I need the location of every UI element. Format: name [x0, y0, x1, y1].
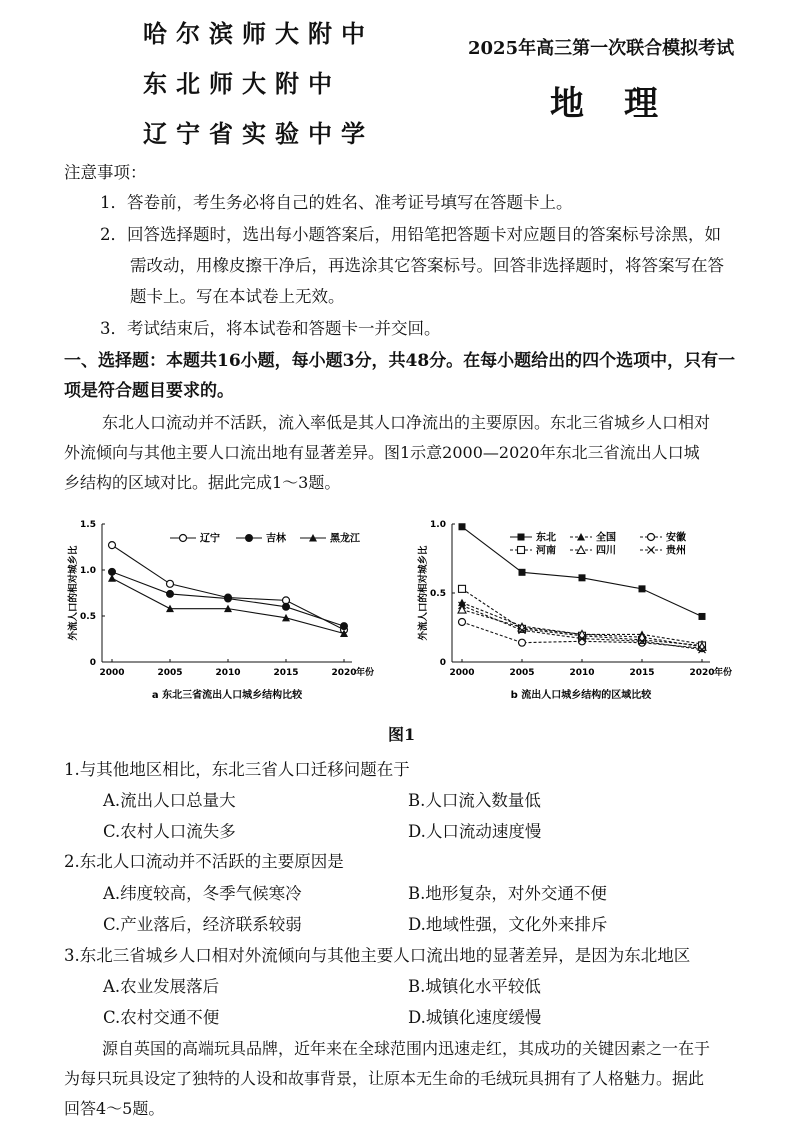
x-axis-unit: 年份 — [714, 668, 733, 678]
x-tick-label: 2000 — [449, 668, 475, 678]
legend-marker — [518, 547, 525, 554]
y-tick-label: 1.0 — [430, 520, 446, 530]
question-1-option-c: C.农村人口流失多 — [103, 822, 236, 841]
legend-item — [570, 545, 616, 557]
x-tick-label: 2010 — [569, 668, 595, 678]
chart-a — [40, 510, 400, 710]
question-3-option-d: D.城镇化速度缓慢 — [408, 1008, 542, 1027]
question-1-option-b: B.人口流入数量低 — [408, 791, 541, 810]
legend-label: 吉林 — [266, 533, 286, 545]
series-吉林 — [109, 568, 348, 629]
data-point — [639, 585, 646, 592]
legend-item — [640, 544, 686, 557]
data-point — [459, 618, 466, 625]
legend-label: 辽宁 — [200, 533, 220, 545]
y-tick-label: 1.5 — [80, 520, 96, 530]
chart-b — [400, 510, 770, 710]
y-tick-label: 0.5 — [80, 612, 96, 622]
question-2-option-d: D.地域性强，文化外来排斥 — [408, 915, 608, 934]
data-point — [519, 639, 526, 646]
x-tick-label: 2000 — [99, 668, 125, 678]
legend-label: 四川 — [596, 545, 616, 557]
chart-caption: a 东北三省流出人口城乡结构比较 — [151, 690, 303, 701]
series-辽宁 — [109, 542, 348, 634]
notice-item-2-cont2: 题卡上。写在本试卷上无效。 — [130, 287, 345, 306]
data-point — [459, 585, 466, 592]
question-1-option-d: D.人口流动速度慢 — [408, 822, 542, 841]
data-point — [167, 580, 174, 587]
legend-marker — [577, 533, 585, 541]
legend-item — [170, 532, 220, 545]
legend-marker — [648, 534, 655, 541]
y-tick-label: 0 — [89, 658, 96, 668]
question-2-option-c: C.产业落后，经济联系较弱 — [103, 915, 302, 934]
legend-item — [510, 531, 556, 544]
data-point — [283, 603, 290, 610]
notice-item-1: 1．答卷前，考生务必将自己的姓名、准考证号填写在答题卡上。 — [100, 193, 573, 212]
data-point — [108, 574, 116, 582]
section-heading-line1: 一、选择题：本题共16小题，每小题3分，共48分。在每小题给出的四个选项中，只有一 — [64, 351, 736, 371]
legend-item — [300, 532, 361, 545]
data-point — [519, 569, 526, 576]
passage-2-line3: 回答4～5题。 — [64, 1099, 165, 1118]
y-tick-label: 0.5 — [430, 589, 446, 599]
legend-item — [640, 531, 686, 544]
series-贵州 — [459, 602, 706, 653]
data-point — [341, 623, 348, 630]
question-2-stem: 2.东北人口流动并不活跃的主要原因是 — [64, 852, 344, 871]
question-2-option-b: B.地形复杂，对外交通不便 — [408, 884, 607, 903]
notice-item-3: 3．考试结束后，将本试卷和答题卡一并交回。 — [100, 319, 441, 338]
x-axis-unit: 年份 — [356, 668, 375, 678]
notice-item-2: 2．回答选择题时，选出每小题答案后，用铅笔把答题卡对应题目的答案标号涂黑，如 — [100, 225, 721, 244]
x-tick-label: 2005 — [157, 668, 183, 678]
question-1-option-a: A.流出人口总量大 — [103, 791, 236, 810]
x-tick-label: 2005 — [509, 668, 535, 678]
passage-2-line2: 为每只玩具设定了独特的人设和故事背景，让原本无生命的毛绒玩具拥有了人格魅力。据此 — [64, 1069, 705, 1088]
data-point — [167, 590, 174, 597]
notice-title: 注意事项： — [64, 163, 147, 182]
y-tick-label: 1.0 — [80, 566, 96, 576]
y-axis-label: 外流人口的相对城乡比 — [68, 545, 79, 641]
legend-label: 东北 — [536, 532, 556, 544]
chart-caption: b 流出人口城乡结构的区域比较 — [510, 690, 652, 701]
section-heading — [64, 346, 754, 406]
legend-item — [510, 544, 556, 557]
data-point — [579, 574, 586, 581]
passage-1-line3: 乡结构的区域对比。据此完成1～3题。 — [64, 473, 341, 492]
question-3-stem: 3.东北三省城乡人口相对外流倾向与其他主要人口流出地的显著差异，是因为东北地区 — [64, 946, 691, 965]
legend-marker — [577, 546, 585, 554]
x-tick-label: 2020 — [331, 668, 357, 678]
passage-2-line1: 源自英国的高端玩具品牌，近年来在全球范围内迅速走红，其成功的关键因素之一在于 — [102, 1039, 711, 1058]
legend-marker — [648, 547, 655, 554]
x-tick-label: 2015 — [629, 668, 655, 678]
question-2-option-a: A.纬度较高，冬季气候寒冷 — [103, 884, 302, 903]
question-3-option-b: B.城镇化水平较低 — [408, 977, 541, 996]
question-1-stem: 1.与其他地区相比，东北三省人口迁移问题在于 — [64, 760, 410, 779]
legend-label: 黑龙江 — [330, 533, 360, 545]
notice-item-2-cont1: 需改动，用橡皮擦干净后，再选涂其它答案标号。回答非选择题时，将答案写在答 — [130, 256, 724, 275]
passage-1-line2: 外流倾向与其他主要人口流出地有显著差异。图1示意2000—2020年东北三省流出人口城 — [64, 443, 700, 462]
legend-marker — [246, 535, 253, 542]
question-3-option-a: A.农业发展落后 — [103, 977, 220, 996]
data-point — [458, 606, 466, 614]
legend-marker — [518, 534, 525, 541]
school-name-2: 东北师大附中 — [143, 69, 341, 98]
series-河南 — [459, 585, 706, 649]
data-point — [459, 523, 466, 530]
section-heading-line2: 项是符合题目要求的。 — [64, 381, 234, 401]
legend-item — [570, 531, 616, 544]
question-3-option-c: C.农村交通不便 — [103, 1008, 220, 1027]
legend-label: 全国 — [596, 532, 616, 544]
data-point — [699, 613, 706, 620]
series-line — [112, 545, 344, 630]
x-tick-label: 2015 — [273, 668, 299, 678]
figure-title: 图1 — [388, 725, 416, 744]
legend-label: 贵州 — [666, 545, 686, 557]
y-tick-label: 0 — [439, 658, 446, 668]
data-point — [109, 542, 116, 549]
data-point — [225, 595, 232, 602]
passage-1 — [64, 408, 754, 498]
exam-title: 2025年高三第一次联合模拟考试 — [468, 38, 735, 59]
legend-label: 安徽 — [666, 532, 686, 544]
school-name-3: 辽宁省实验中学 — [143, 119, 374, 148]
y-axis-label: 外流人口的相对城乡比 — [418, 545, 429, 641]
school-name-1: 哈尔滨师大附中 — [143, 19, 374, 48]
legend-marker — [180, 535, 187, 542]
subject-title: 地理 — [550, 84, 698, 124]
legend-item — [236, 532, 287, 545]
legend-label: 河南 — [536, 545, 556, 557]
passage-2 — [64, 1034, 754, 1124]
x-tick-label: 2010 — [215, 668, 241, 678]
passage-1-line1: 东北人口流动并不活跃，流入率低是其人口净流出的主要原因。东北三省城乡人口相对 — [102, 413, 711, 432]
x-tick-label: 2020 — [689, 668, 715, 678]
